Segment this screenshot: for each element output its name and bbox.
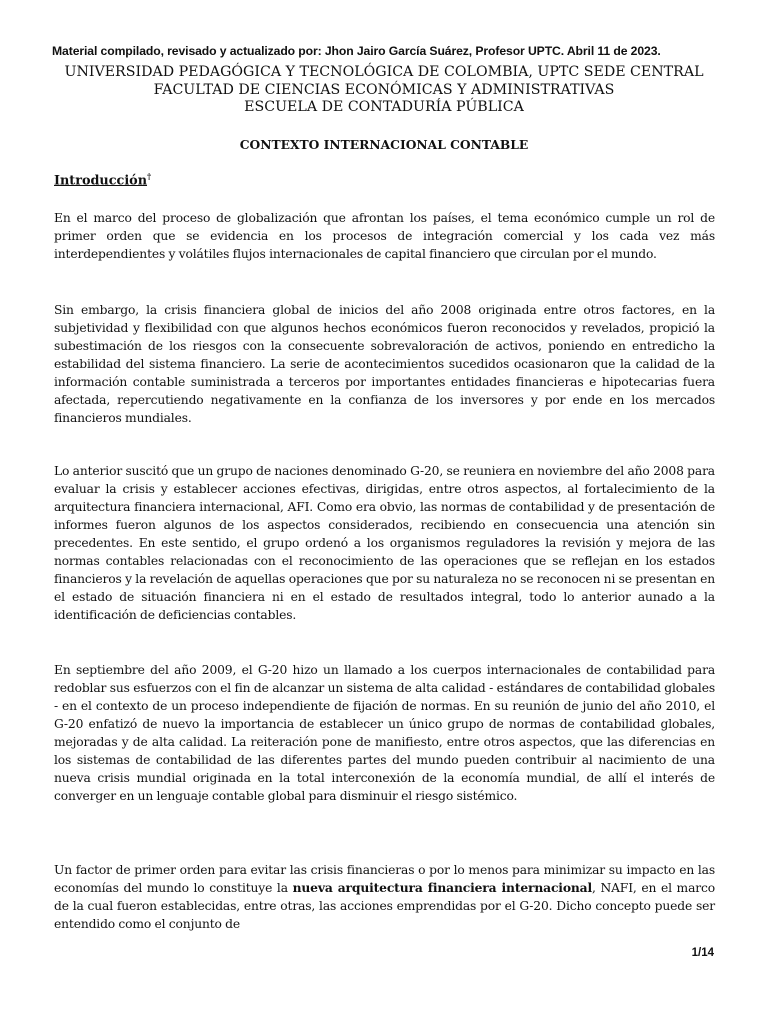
paragraph: En septiembre del año 2009, el G-20 hizo un llamado a los cuerpos internacionales de contabilidad para redoblar sus esfuerzos con el fin de alcanzar un sistema de alta calidad - estándares de contabilidad globales - en el contexto de un proceso independiente de fijación de normas. En su reunión de junio del año 2010, el G-20 enfatizó de nuevo la importancia de establecer un único grupo de normas de contabilidad globales, mejoradas y de alta calidad. La reiteración pone de manifiesto, entre otros aspectos, que las diferencias en los sistemas de contabilidad de las diferentes partes del mundo pueden contribuir al nacimiento de una nueva crisis mundial originada en la total interconexión de la economía mundial, de allí el interés de converger en un lenguaje contable global para disminuir el riesgo sistémico.	[54, 663, 715, 803]
paragraph: En el marco del proceso de globalización que afrontan los países, el tema económico cumple un rol de primer orden que se evidencia en los procesos de integración comercial y los cada vez más interdependientes y volátiles flujos internacionales de capital financiero que circulan por el mundo.	[54, 211, 715, 261]
footnote-mark: †	[147, 171, 152, 181]
paragraph-last	[54, 861, 715, 933]
faculty-name: FACULTAD DE CIENCIAS ECONÓMICAS Y ADMINISTRATIVAS	[153, 82, 615, 98]
paragraph: Lo anterior suscitó que un grupo de naciones denominado G-20, se reuniera en noviembre del año 2008 para evaluar la crisis y establecer acciones efectivas, dirigidas, entre otros aspectos, al fortalecimiento de la arquitectura financiera internacional, AFI. Como era obvio, las normas de contabilidad y de presentación de informes fueron algunos de los aspectos considerados, recibiendo en consecuencia una atención sin precedentes. En este sentido, el grupo ordenó a los organismos reguladores la revisión y mejora de las normas contables relacionadas con el reconocimiento de las operaciones que se reflejan en los estados financieros y la revelación de aquellas operaciones que por su naturaleza no se reconocen ni se presentan en el estado de situación financiera ni en el estado de resultados integral, todo lo anterior aunado a la identificación de deficiencias contables.	[54, 464, 715, 622]
bold-term: nueva arquitectura financiera internacional	[292, 880, 593, 895]
paragraph-text: , NAFI, en el marco de la cual fueron establecidas, entre otras, las acciones emprendidas por el G-20. Dicho concepto puede ser entendido como el conjunto de	[54, 881, 715, 931]
university-name: UNIVERSIDAD PEDAGÓGICA Y TECNOLÓGICA DE COLOMBIA, UPTC SEDE CENTRAL	[64, 64, 704, 80]
page-number: 1/14	[691, 947, 714, 959]
section-heading	[54, 171, 151, 188]
paragraph-text: Un factor de primer orden para evitar las crisis financieras o por lo menos para minimizar su impacto en las economías del mundo lo constituye la	[54, 863, 715, 895]
compiler-credit: Material compilado, revisado y actualizado por: Jhon Jairo García Suárez, Profesor UPTC. Abril 11 de 2023.	[52, 44, 661, 58]
section-heading-text: Introducción	[54, 173, 148, 189]
document-title: CONTEXTO INTERNACIONAL CONTABLE	[239, 137, 529, 152]
paragraph: Sin embargo, la crisis financiera global de inicios del año 2008 originada entre otros factores, en la subjetividad y flexibilidad con que algunos hechos económicos fueron reconocidos y revelados, propició la subestimación de los riesgos con la consecuente sobrevaloración de activos, poniendo en entredicho la estabilidad del sistema financiero. La serie de acontecimientos sucedidos ocasionaron que la calidad de la información contable suministrada a terceros por importantes entidades financieras e hipotecarias fuera afectada, repercutiendo negativamente en la confianza de los inversores y por ende en los mercados financieros mundiales.	[54, 303, 715, 425]
school-name: ESCUELA DE CONTADURÍA PÚBLICA	[244, 99, 524, 115]
